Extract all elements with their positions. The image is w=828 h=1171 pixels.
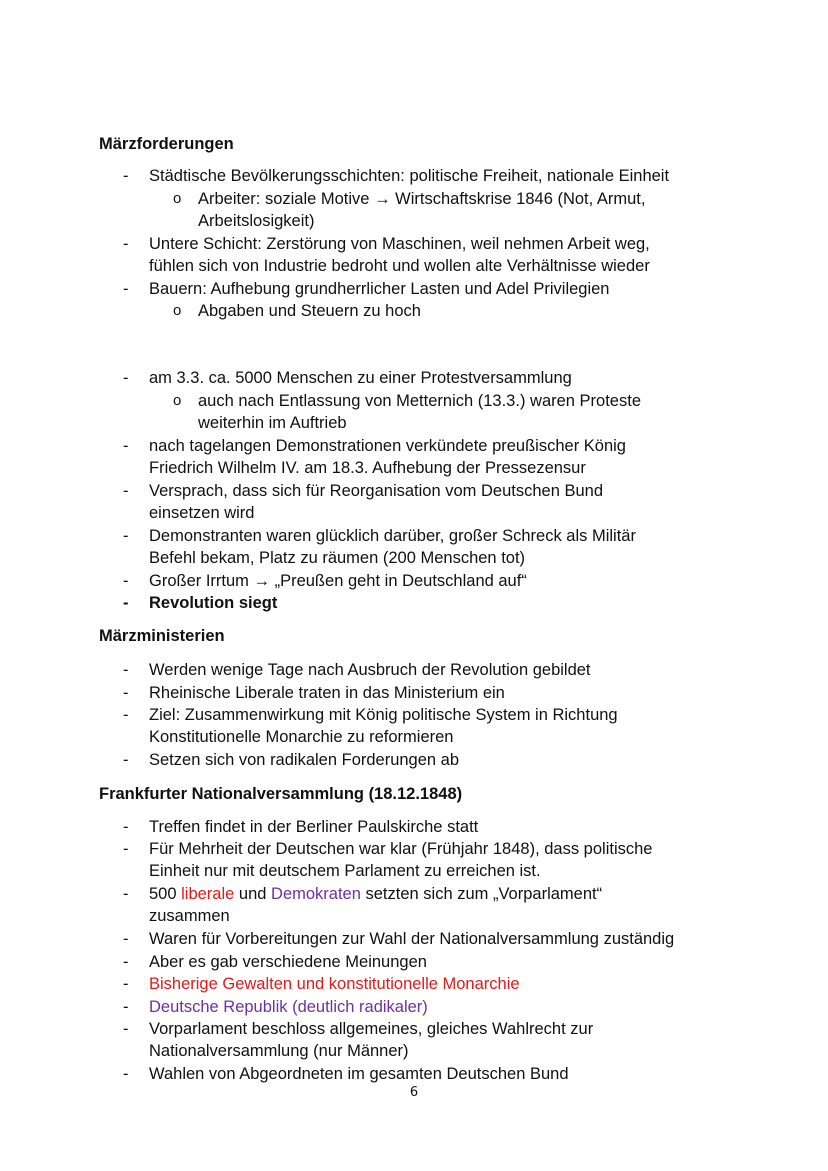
list-item [123,1018,749,1063]
bullet-dash: - [123,998,129,1016]
list-item [123,928,749,950]
list-item [123,570,749,592]
bullet-dash: - [123,975,129,993]
text-segment: und [234,885,272,903]
text-segment: 500 [149,885,182,903]
bullet-dash: - [123,235,129,253]
list-item [123,1063,749,1085]
list-item [123,367,749,389]
bullet-dash: - [123,482,129,500]
list-item-text: am 3.3. ca. 5000 Menschen zu einer Protestversammlung [149,369,572,387]
bullet-dash: - [123,684,129,702]
list-item-text: Friedrich Wilhelm IV. am 18.3. Aufhebung der Pressezensur [149,459,586,478]
bullet-circle: o [173,302,182,319]
list-item-text: zusammen [149,907,230,926]
list-item-text: Großer Irrtum → „Preußen geht in Deutschland auf“ [149,572,527,590]
list-item-text-red: Bisherige Gewalten und konstitutionelle Monarchie [149,975,520,993]
list-item [123,592,749,614]
list-item [123,682,749,704]
bullet-dash: - [123,930,129,948]
list-item-text: Bauern: Aufhebung grundherrlicher Lasten und Adel Privilegien [149,280,610,298]
list-item-text: fühlen sich von Industrie bedroht und wollen alte Verhältnisse wieder [149,257,650,276]
list-item [123,233,749,278]
list-item-text: Demonstranten waren glücklich darüber, großer Schreck als Militär [149,527,636,545]
list-item-text: Nationalversammlung (nur Männer) [149,1042,409,1061]
list-item-text: Einheit nur mit deutschem Parlament zu erreichen ist. [149,862,541,881]
list-item-text: Versprach, dass sich für Reorganisation vom Deutschen Bund [149,482,603,500]
list-item [123,973,749,995]
sub-list-item-text: Abgaben und Steuern zu hoch [198,302,421,320]
list-item [123,951,749,973]
list-item-text: Ziel: Zusammenwirkung mit König politische System in Richtung [149,706,618,724]
list-item-text-line [149,883,749,905]
bullet-dash: - [123,1020,129,1038]
bullet-circle: o [173,190,182,207]
list-item-text: einsetzen wird [149,504,255,523]
list-item [123,838,749,883]
bullet-dash: - [123,437,129,455]
bullet-dash: - [123,840,129,858]
list-item-text: Rheinische Liberale traten in das Ministerium ein [149,684,505,702]
list-item-text: Vorparlament beschloss allgemeines, gleiches Wahlrecht zur [149,1020,594,1038]
bullet-dash: - [123,572,129,590]
list-item [123,659,749,681]
list-item-text: Treffen findet in der Berliner Paulskirche statt [149,818,479,836]
list-item-text: Waren für Vorbereitungen zur Wahl der Nationalversammlung zuständig [149,930,675,948]
list-item-text: Werden wenige Tage nach Ausbruch der Revolution gebildet [149,661,591,679]
heading-maerzministerien: Märzministerien [99,627,225,645]
page-number: 6 [409,1085,419,1100]
list-item-text: Wahlen von Abgeordneten im gesamten Deutschen Bund [149,1065,569,1083]
list-item [123,749,749,771]
list-item-text: Konstitutionelle Monarchie zu reformieren [149,728,454,747]
list-item [123,704,749,749]
list-item [123,996,749,1018]
sub-list-item-text: auch nach Entlassung von Metternich (13.3.) waren Proteste [198,392,641,410]
bullet-dash: - [123,818,129,836]
bullet-dash: - [123,167,129,185]
list-item-text: Untere Schicht: Zerstörung von Maschinen, weil nehmen Arbeit weg, [149,235,650,253]
bullet-circle: o [173,392,182,409]
bullet-dash: - [123,280,129,298]
bullet-dash: - [123,751,129,769]
list-item-text: Befehl bekam, Platz zu räumen (200 Menschen tot) [149,549,526,568]
list-item [123,883,749,928]
bullet-dash: - [123,527,129,545]
list-item [123,525,749,570]
list-item [123,165,749,187]
highlight-purple: Demokraten [271,885,361,903]
sub-list-item [173,390,758,435]
bullet-dash: - [123,661,129,679]
list-item-text: Aber es gab verschiedene Meinungen [149,953,427,971]
heading-nationalversammlung: Frankfurter Nationalversammlung (18.12.1848) [99,785,463,803]
heading-maerzforderungen: Märzforderungen [99,135,234,153]
sub-list-item-text: weiterhin im Auftrieb [198,414,347,433]
list-item-text-purple: Deutsche Republik (deutlich radikaler) [149,998,428,1016]
bullet-dash: - [123,1065,129,1083]
list-item [123,816,749,838]
list-item-text: Städtische Bevölkerungsschichten: politische Freiheit, nationale Einheit [149,167,670,185]
highlight-red: liberale [181,885,235,903]
sub-list-item [173,188,758,233]
bullet-dash: - [123,953,129,971]
list-item [123,435,749,480]
sub-list-item-text: Arbeiter: soziale Motive → Wirtschaftskrise 1846 (Not, Armut, [198,190,646,208]
list-item-text: nach tagelangen Demonstrationen verkündete preußischer König [149,437,626,455]
list-item-text: Setzen sich von radikalen Forderungen ab [149,751,460,769]
bullet-dash: - [123,594,129,612]
list-item [123,480,749,525]
sub-list-item-text: Arbeitslosigkeit) [198,212,315,231]
list-item-text-bold: Revolution siegt [149,594,278,612]
text-segment: setzten sich zum „Vorparlament“ [360,885,603,903]
sub-list-item [173,300,758,322]
list-item-text: Für Mehrheit der Deutschen war klar (Frühjahr 1848), dass politische [149,840,653,858]
bullet-dash: - [123,885,129,903]
bullet-dash: - [123,706,129,724]
list-item [123,278,749,300]
bullet-dash: - [123,369,129,387]
